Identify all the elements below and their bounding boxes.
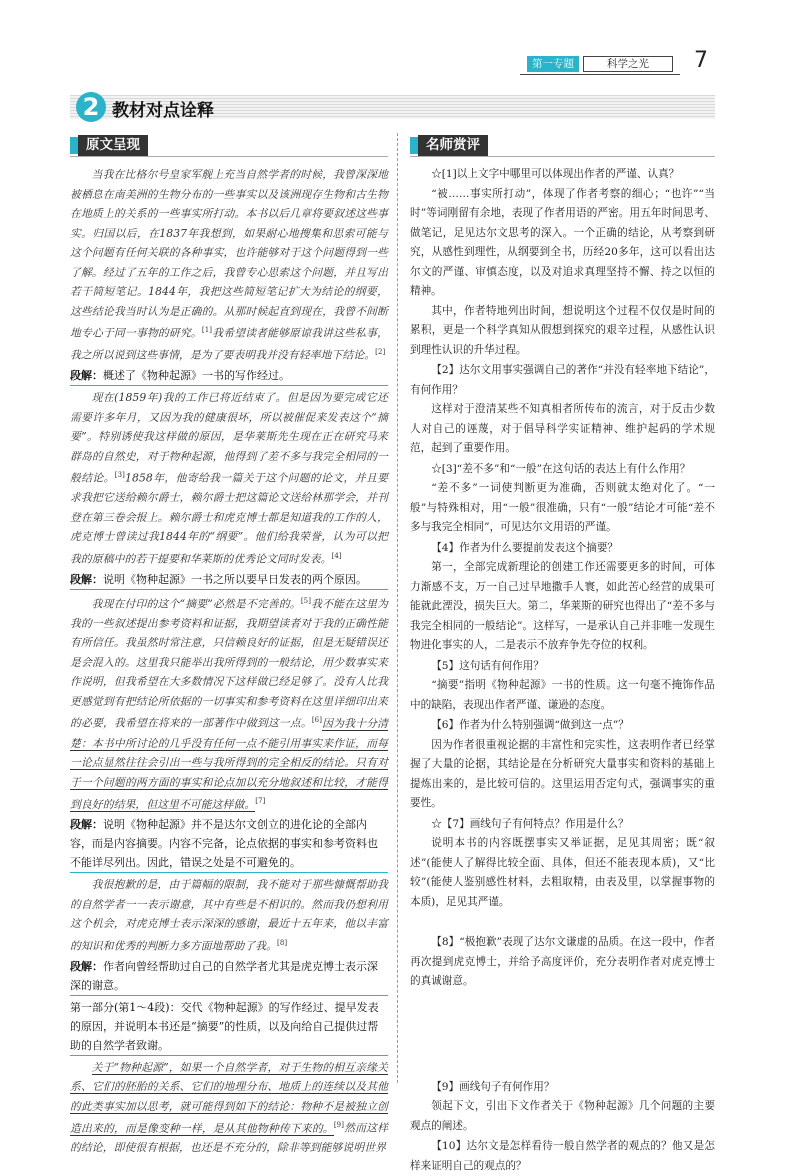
- section-title: 教材对点诠释: [112, 101, 214, 121]
- comment-5-answer: “摘要”指明《物种起源》一书的性质。这一句毫不掩饰作品中的缺陷，表现出作者严谨、谦逊的态度。: [410, 679, 715, 711]
- comment-3-question: ☆[3]“差不多”和“一般”在这句话的表达上有什么作用？: [431, 462, 691, 475]
- original-text-heading: [70, 133, 388, 159]
- column-divider: [397, 133, 398, 1083]
- underlined-sentence-7: 因为我十分清楚：本书中所讨论的几乎没有任何一点不能引用事实来作证，而每一论点显然往往会引出一些与我所得到的完全相反的结论。只有对于一个问题的两方面的事实和论点加以充分地叙述和比较，才能得到良好的结果，但这里不可能这样做。: [70, 717, 388, 811]
- original-text-column: [70, 133, 388, 1159]
- paragraph-note-1: 段解：概述了《物种起源》一书的写作经过。: [70, 366, 388, 386]
- paragraph-3: 我现在付印的这个“摘要”必然是不完善的。[5]我不能在这里为我的一些叙述提出参考资料和证据，我期望读者对于我的正确性能有所信任。我虽然时常注意，只信赖良好的证据，但是无疑错误还是会混入的。这里我只能举出我所得到的一般结论，用少数事实来作说明，但我希望在大多数情况下这样做已经足够了。没有人比我更感觉到有把结论所依据的一切事实和参考资料在这里详细印出来的必要，我希望在将来的一部著作中做到这一点。[6]因为我十分清楚：本书中所讨论的几乎没有任何一点不能引用事实来作证，而每一论点显然往往会引出一些与我所得到的完全相反的结论。只有对于一个问题的两方面的事实和论点加以充分地叙述和比较，才能得到良好的结果，但这里不可能这样做。[7]: [70, 596, 388, 811]
- comment-2-answer: 这样对于澄清某些不知真相者所传布的流言，对于反击少数人对自己的诬蔑，对于倡导科学实证精神、维护起码的学术规范，起到了重要作用。: [410, 403, 715, 454]
- heading-mark: [410, 137, 418, 154]
- comment-1-answer-2: 其中，作者特地列出时间，想说明这个过程不仅仅是时间的累积，更是一个科学真知从假想到探究的艰辛过程，从感性认识到理性认识的升华过程。: [410, 304, 715, 356]
- paragraph-4: 我很抱歉的是，由于篇幅的限制，我不能对于那些慷慨帮助我的自然学者一一表示谢意，其中有些是不相识的。然而我仍想利用这个机会，对虎克博士表示深深的感谢，最近十五年来，他以丰富的知识和优秀的判断力多方面地帮助了我。[8]: [70, 878, 388, 953]
- comment-4-answer: 第一，全部完成新理论的创建工作还需要更多的时间，可体力渐感不支，万一自己过早地撒手人寰，如此苦心经营的成果可能就此湮没，损失巨大。第二，华莱斯的研究也得出了“差不多与我完全相同的一般结论”。这样写，一是承认自己并非唯一发现生物进化事实的人，二是表示不放弃争先夺位的权利。: [410, 561, 715, 651]
- comment-1-question: ☆[1]以上文字中哪里可以体现出作者的严谨、认真？: [431, 168, 680, 180]
- heading-label: 名师赏评: [418, 135, 488, 156]
- comment-7-answer: 说明本书的内容既摆事实又举证据，足见其周密；既“叙述”(能使人了解得比较全面、具体，但还不能表现本质)，又“比较”(能使人鉴别感性材料，去粗取精，由表及里，以掌握事物的本质)，足见其严谨。: [410, 837, 715, 908]
- topic-tab: 第一专题: [527, 56, 579, 72]
- paragraph-note-3: 段解：说明《物种起源》并不是达尔文创立的进化论的全部内容，而是内容摘要。内容不完备，论点依据的事实和参考资料也不能详尽列出。因此，错误之处是不可避免的。: [70, 815, 388, 873]
- part-summary: 第一部分(第1～4段)：交代《物种起源》的写作经过、提早发表的原因，并说明本书还是“摘要”的性质，以及向给自己提供过帮助的自然学者致谢。: [70, 998, 388, 1056]
- paragraph-2: 现在(1859年)我的工作已将近结束了。但是因为要完成它还需要许多年月，又因为我的健康很坏，所以被催促来发表这个“摘要”。特别诱使我这样做的原因，是华莱斯先生现在正在研究马来群岛的自然史，对于物种起源，他得到了差不多与我完全相同的一般结论。[3]1858年，他寄给我一篇关于这个问题的论文，并且要求我把它送给赖尔爵士，赖尔爵士把这篇论文送给林那学会，并刊登在第三卷会报上。赖尔爵士和虎克博士都是知道我的工作的人，虎克博士曾读过我1844年的“纲要”。他们给我荣誉，认为可以把我的原稿中的若干提要和华莱斯的优秀论文同时发表。[4]: [70, 391, 388, 566]
- comment-5-question: 【5】这句话有何作用？: [431, 659, 544, 672]
- comment-9-question: 【9】画线句子有何作用？: [431, 1080, 555, 1093]
- paragraph-1: 当我在比格尔号皇家军舰上充当自然学者的时候，我曾深深地被栖息在南美洲的生物分布的一些事实以及该洲现存生物和古生物在地质上的关系的一些事实所打动。本书以后几章将要叙述这些事实。归国以后，在1837年我想到，如果耐心地搜集和思索可能与这个问题有任何关联的各种事实，也许能够对于这个问题得到一些了解。经过了五年的工作之后，我曾专心思索这个问题，并且写出若干简短笔记。1844年，我把这些简短笔记扩大为结论的纲要，这些结论我当时认为是正确的。从那时候起直到现在，我曾不间断地专心于同一事物的研究。[1]我希望读者能够原谅我讲这些私事，我之所以说到这些事情，是为了要表明我并没有轻率地下结论。[2]: [70, 168, 388, 362]
- comment-2-question: 【2】达尔文用事实强调自己的著作“并没有轻率地下结论”，有何作用？: [410, 364, 715, 396]
- comment-1-answer: “被……事实所打动”，体现了作者考察的细心；“也许”“当时”等词刚留有余地，表现了作者用语的严密。用五年时间思考、做笔记，足见达尔文思考的深入。一个正确的结论，从考察到研究，从感性到理性，从纲要到全书，历经20多年，这可以看出达尔文的严谨、审慎态度，以及对追求真理坚持不懈、持之以恒的精神。: [410, 187, 715, 297]
- comment-8: 【8】“极抱歉”表现了达尔文谦虚的品质。在这一段中，作者再次提到虎克博士，并给予高度评价，充分表明作者对虎克博士的真诚谢意。: [410, 936, 715, 987]
- underlined-sentence-9: 关于“物种起源”，如果一个自然学者，对于生物的相互亲缘关系、它们的胚胎的关系、它们的地理分布、地质上的连续以及其他的此类事实加以思考，就可能得到如下的结论：物种不是被独立创造出来的，而是像变种一样，是从其他物种传下来的。: [70, 1060, 388, 1135]
- heading-label: 原文呈现: [78, 135, 148, 156]
- paragraph-5: 关于“物种起源”，如果一个自然学者，对于生物的相互亲缘关系、它们的胚胎的关系、它们的地理分布、地质上的连续以及其他的此类事实加以思考，就可能得到如下的结论：物种不是被独立创造出来的，而是像变种一样，是从其他物种传下来的。[9]然而这样的结论，即使很有根据，也还是不充分的，除非等到能够说明世界: [70, 1060, 388, 1155]
- heading-rule: [70, 156, 388, 157]
- spacer: [410, 992, 715, 1077]
- comment-4-question: 【4】作者为什么要提前发表这个摘要？: [431, 541, 619, 554]
- heading-rule: [410, 156, 715, 157]
- spacer: [410, 912, 715, 932]
- paragraph-note-4: 段解：作者向曾经帮助过自己的自然学者尤其是虎克博士表示深深的谢意。: [70, 957, 388, 996]
- heading-mark: [70, 137, 78, 154]
- comment-9-answer: 领起下文，引出下文作者关于《物种起源》几个问题的主要观点的阐述。: [410, 1100, 715, 1132]
- comment-3-answer: “差不多”一词使判断更为准确，否则就太绝对化了。“一般”与特殊相对，用“一般”很准确，只有“一般”结论才可能“差不多与我完全相同”，可见达尔文用语的严谨。: [410, 482, 715, 533]
- commentary-column: [410, 133, 715, 1176]
- header-rule: [520, 74, 680, 75]
- chapter-label: 科学之光: [583, 56, 673, 72]
- comment-7-question: ☆【7】画线句子有何特点？作用是什么？: [431, 817, 629, 830]
- comment-10-question: 【10】达尔文是怎样看待一般自然学者的观点的？他又是怎样来证明自己的观点的？: [410, 1140, 715, 1172]
- comment-6-question: 【6】作者为什么特别强调“做到这一点”？: [431, 719, 629, 731]
- page-number: 7: [694, 48, 708, 73]
- section-banner: [70, 92, 715, 122]
- paragraph-note-2: 段解：说明《物种起源》一书之所以要早日发表的两个原因。: [70, 570, 388, 590]
- comment-6-answer: 因为作者很重视论据的丰富性和完实性，这表明作者已经掌握了大量的论据，其结论是在分析研究大量事实和资料的基础上提炼出来的，是比较可信的。这里运用否定句式，强调事实的重要性。: [410, 738, 715, 809]
- page-header: [0, 48, 790, 78]
- section-number: 2: [76, 92, 106, 122]
- commentary-heading: [410, 133, 715, 159]
